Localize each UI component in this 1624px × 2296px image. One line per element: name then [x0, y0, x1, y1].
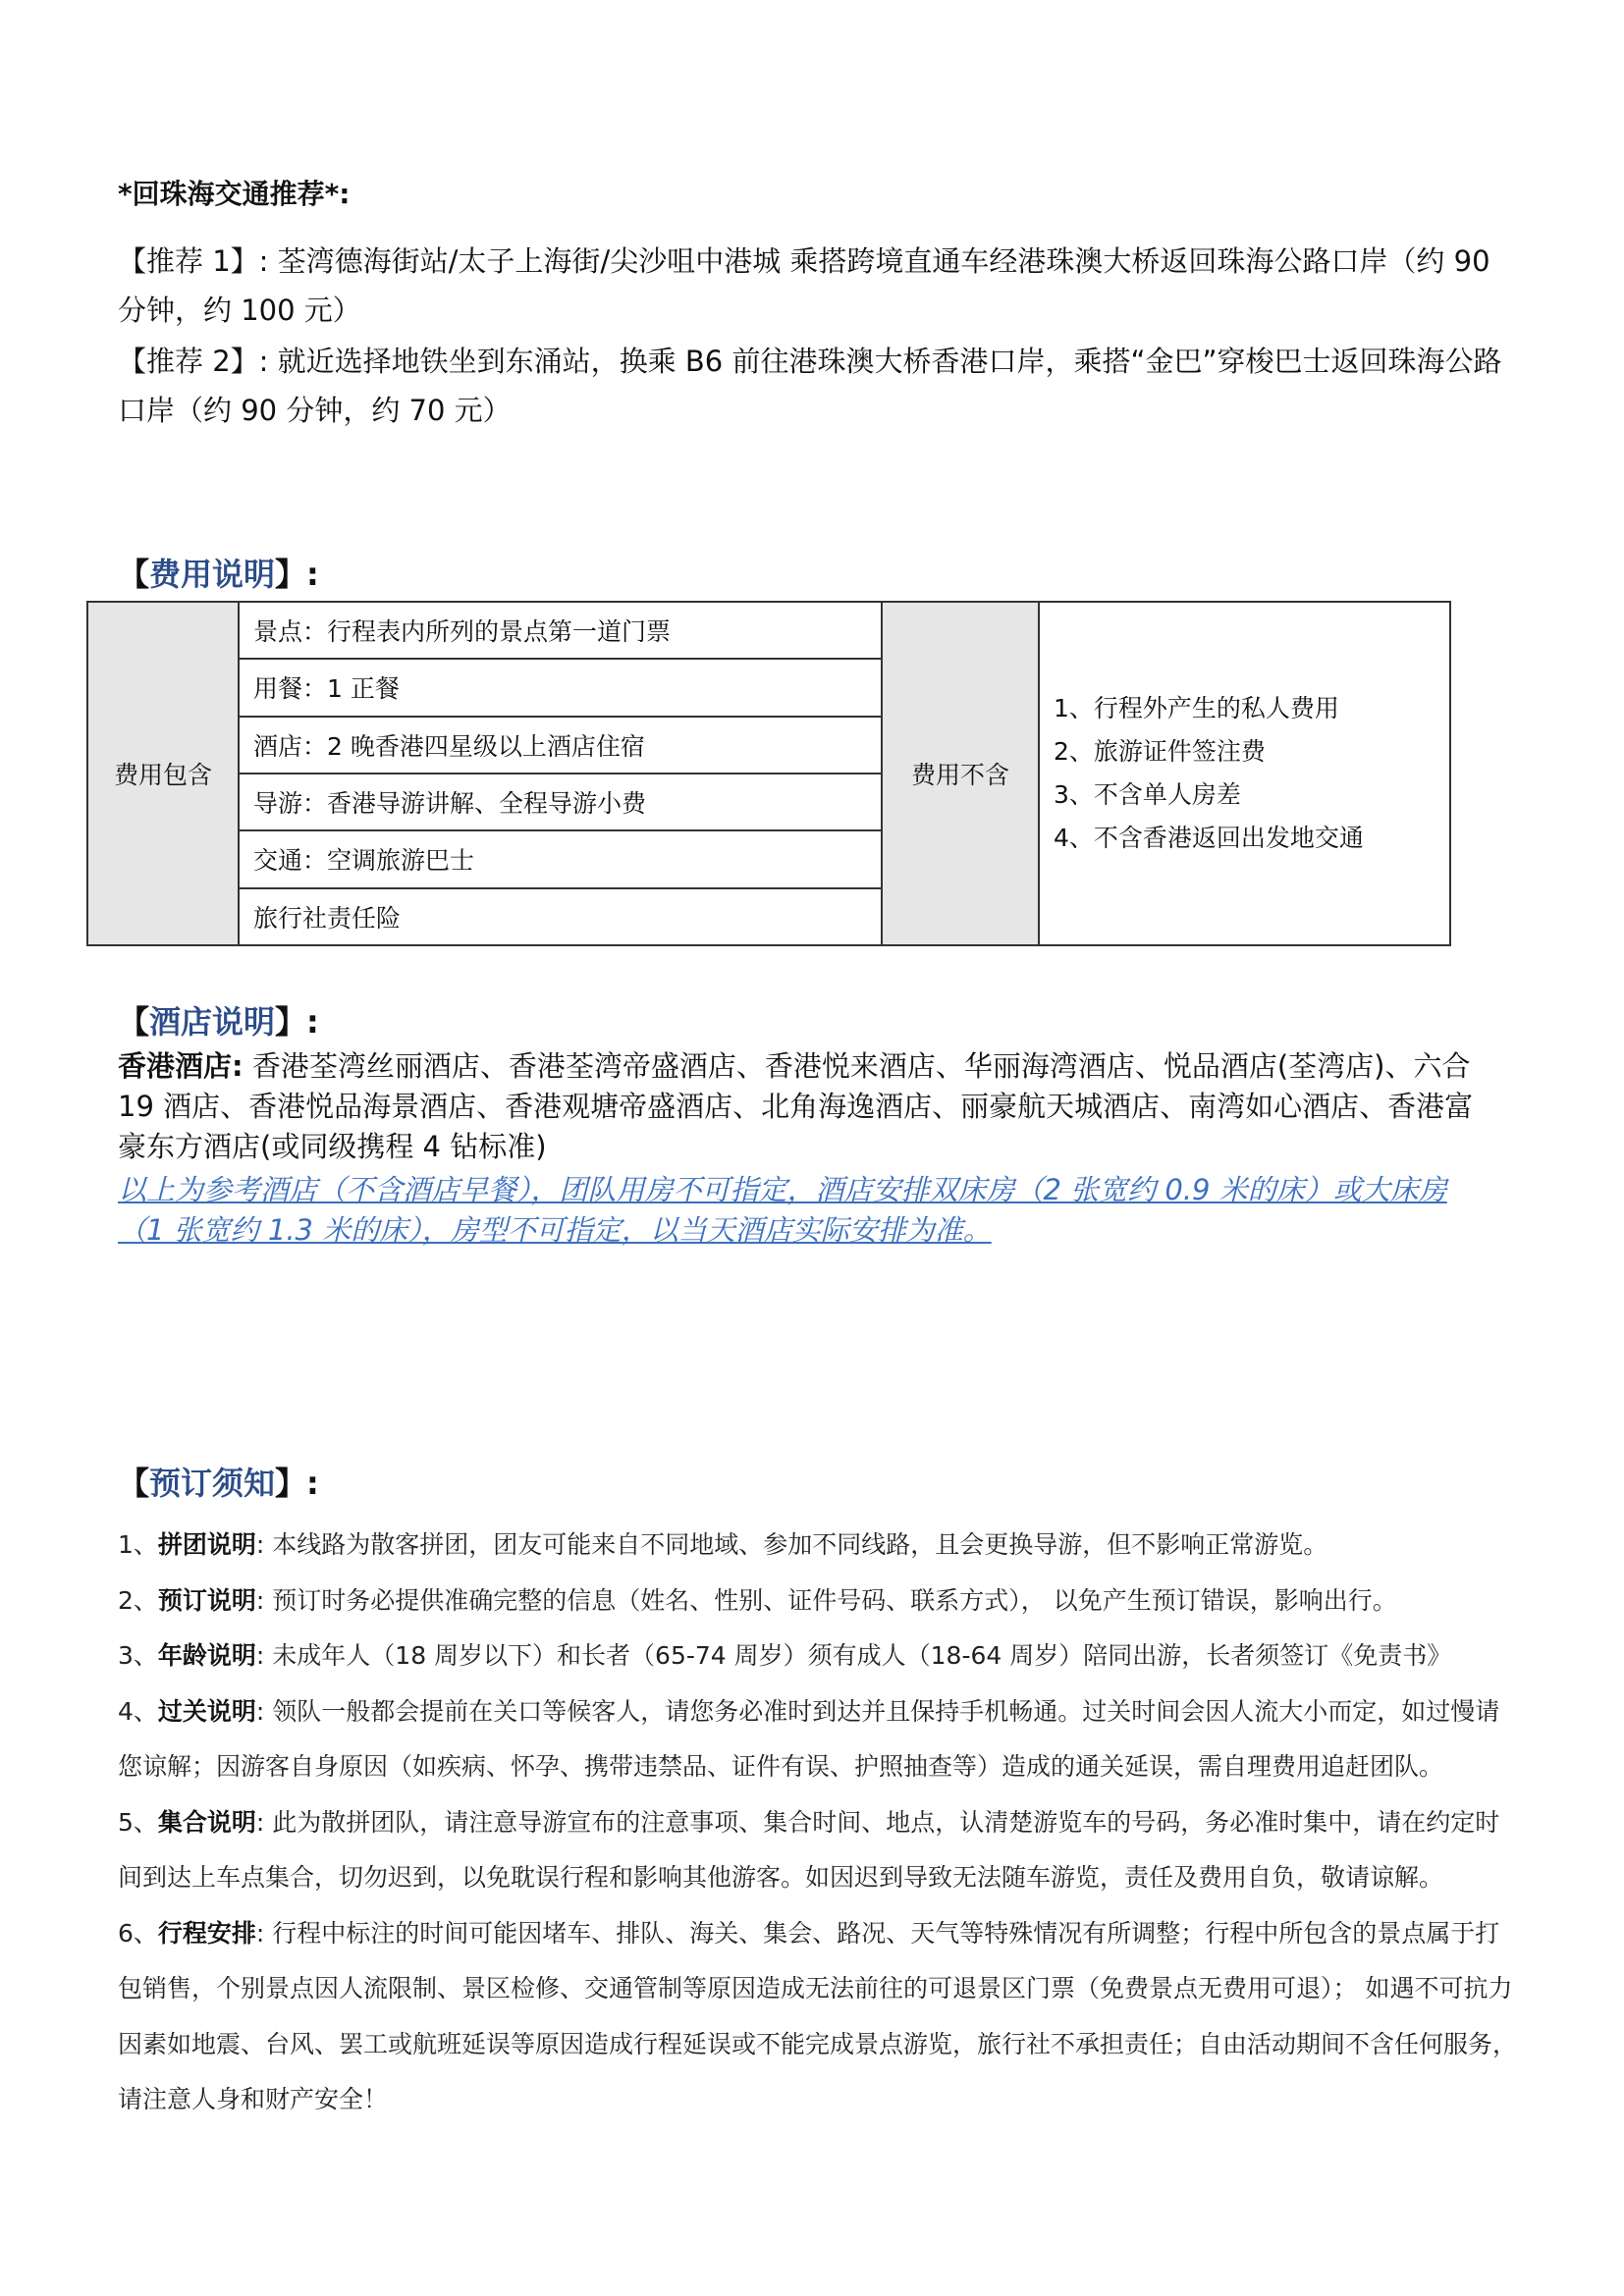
booking-item — [118, 1629, 1522, 1684]
hotel-note: 以上为参考酒店（不含酒店早餐），团队用房不可指定，酒店安排双床房（2 张宽约 0.9 米的床）或大床房（1 张宽约 1.3 米的床），房型不可指定，以当天酒店实际安排为准。 — [118, 1173, 1447, 1247]
booking-item-number: 3、 — [118, 1641, 158, 1670]
booking-notes — [118, 1518, 1522, 2128]
booking-title-open: 【 — [118, 1465, 150, 1502]
recommendation-1-label: 【推荐 1】 — [118, 244, 259, 278]
fee-excluded-label: 费用不含 — [882, 602, 1039, 945]
fee-excluded-list — [1039, 602, 1450, 945]
fee-excluded-item: 4、不含香港返回出发地交通 — [1054, 824, 1364, 852]
recommendation-1 — [118, 237, 1522, 335]
fee-title-close: 】: — [275, 556, 319, 593]
booking-item-text: : 行程中标注的时间可能因堵车、排队、海关、集会、路况、天气等特殊情况有所调整；行程中所包含的景点属于打包销售，个别景点因人流限制、景区检修、交通管制等原因造成无法前往的可退景区门票（免费景点无费用可退）； 如遇不可抗力因素如地震、台风、罢工或航班延误等原因造成行程延误或不能完成景点游览，旅行社不承担责任；自由活动期间不含任何服务，请注意人身和财产安全！ — [118, 1918, 1518, 2113]
fee-table — [86, 601, 1451, 946]
hotel-list-label: 香港酒店: — [118, 1049, 244, 1083]
booking-item-text: : 领队一般都会提前在关口等候客人，请您务必准时到达并且保持手机畅通。过关时间会因人流大小而定，如过慢请您谅解；因游客自身原因（如疾病、怀孕、携带违禁品、证件有误、护照抽查等）造成的通关延误，需自理费用追赶团队。 — [118, 1696, 1500, 1781]
hotel-list — [118, 1046, 1492, 1167]
fee-included-item: 酒店：2 晚香港四星级以上酒店住宿 — [239, 717, 882, 774]
fee-excluded-item: 2、旅游证件签注费 — [1054, 737, 1266, 766]
recommendation-1-text: : 荃湾德海街站/太子上海街/尖沙咀中港城 乘搭跨境直通车经港珠澳大桥返回珠海公路口岸（约 90 分钟，约 100 元） — [118, 244, 1490, 327]
hotel-title-open: 【 — [118, 1003, 150, 1041]
fee-title-text: 费用说明 — [149, 556, 276, 593]
recommendation-2-text: : 就近选择地铁坐到东涌站，换乘 B6 前往港珠澳大桥香港口岸，乘搭“金巴”穿梭巴士返回珠海公路口岸（约 90 分钟，约 70 元） — [118, 345, 1502, 427]
hotel-title-text: 酒店说明 — [149, 1003, 276, 1041]
hotel-title-close: 】: — [275, 1003, 319, 1041]
recommendation-2-label: 【推荐 2】 — [118, 345, 259, 378]
booking-item-number: 1、 — [118, 1530, 158, 1559]
fee-included-item: 交通：空调旅游巴士 — [239, 830, 882, 887]
booking-item-name: 拼团说明 — [157, 1530, 256, 1559]
recommendation-2 — [118, 337, 1522, 435]
booking-item — [118, 1795, 1522, 1906]
booking-item-name: 年龄说明 — [157, 1641, 256, 1670]
booking-item-name: 预订说明 — [157, 1585, 256, 1615]
booking-title-text: 预订须知 — [149, 1465, 276, 1502]
booking-item-name: 过关说明 — [157, 1696, 256, 1726]
transport-title: *回珠海交通推荐*: — [118, 178, 351, 210]
booking-item-text: : 此为散拼团队，请注意导游宣布的注意事项、集合时间、地点，认清楚游览车的号码，务必准时集中，请在约定时间到达上车点集合，切勿迟到，以免耽误行程和影响其他游客。如因迟到导致无法随车游览，责任及费用自负，敬请谅解。 — [118, 1807, 1500, 1892]
booking-item-text: : 预订时务必提供准确完整的信息（姓名、性别、证件号码、联系方式）， 以免产生预订错误，影响出行。 — [255, 1585, 1397, 1615]
fee-included-item: 旅行社责任险 — [239, 888, 882, 945]
booking-item — [118, 1574, 1522, 1629]
fee-included-item: 景点：行程表内所列的景点第一道门票 — [239, 602, 882, 659]
hotel-list-text: 香港荃湾丝丽酒店、香港荃湾帝盛酒店、香港悦来酒店、华丽海湾酒店、悦品酒店(荃湾店)、六合 19 酒店、香港悦品海景酒店、香港观塘帝盛酒店、北角海逸酒店、丽豪航天城酒店、南湾如心酒店、香港富豪东方酒店(或同级携程 4 钻标准) — [118, 1049, 1474, 1163]
booking-item-text: : 未成年人（18 周岁以下）和长者（65-74 周岁）须有成人（18-64 周岁）陪同出游，长者须签订《免责书》 — [255, 1641, 1452, 1670]
booking-item — [118, 1518, 1522, 1574]
booking-item — [118, 1684, 1522, 1795]
booking-item-text: : 本线路为散客拼团，团友可能来自不同地域、参加不同线路，且会更换导游，但不影响正常游览。 — [255, 1530, 1328, 1559]
booking-item-number: 2、 — [118, 1585, 158, 1615]
booking-item-number: 6、 — [118, 1918, 158, 1948]
booking-item-name: 行程安排 — [157, 1918, 256, 1948]
fee-included-item: 用餐：1 正餐 — [239, 659, 882, 716]
fee-included-item: 导游：香港导游讲解、全程导游小费 — [239, 774, 882, 830]
hotel-section-title — [118, 997, 319, 1042]
fee-section-title — [118, 550, 319, 595]
booking-item-number: 4、 — [118, 1696, 158, 1726]
fee-title-open: 【 — [118, 556, 150, 593]
fee-excluded-item: 3、不含单人房差 — [1054, 780, 1241, 809]
booking-item — [118, 1906, 1522, 2128]
booking-item-number: 5、 — [118, 1807, 158, 1837]
booking-title-close: 】: — [275, 1465, 319, 1502]
fee-included-label: 费用包含 — [87, 602, 239, 945]
booking-section-title — [118, 1459, 319, 1504]
booking-item-name: 集合说明 — [157, 1807, 256, 1837]
fee-excluded-item: 1、行程外产生的私人费用 — [1054, 694, 1339, 722]
